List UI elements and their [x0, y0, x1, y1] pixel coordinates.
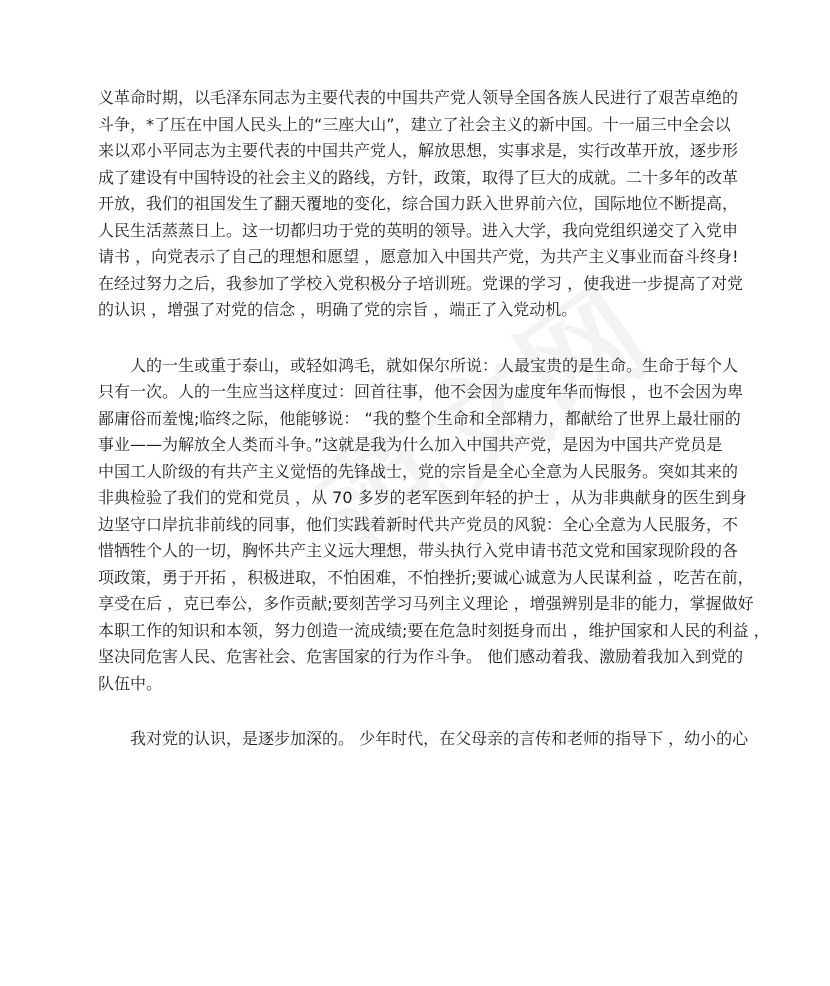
text-line: 坚决同危害人民、危害社会、危害国家的行为作斗争。 他们感动着我、激励着我加入到党的 [98, 647, 744, 666]
paragraph-2 [98, 353, 770, 698]
text-line: 鄙庸俗而羞愧;临终之际，他能够说： “我的整个生命和全部精力，都献给了世界上最壮丽的 [98, 408, 741, 428]
text-line: 享受在后 ，克已奉公，多作贡献;要刻苦学习马列主义理论 ，增强辨别是非的能力，掌握做好 [98, 594, 754, 613]
text-line: 我对党的认识，是逐步加深的。 少年时代，在父母亲的言传和老师的指导下 ，幼小的心 [98, 729, 749, 748]
text-line: 人民生活蒸蒸日上。这一切都归功于党的英明的领导。进入大学，我向党组织递交了入党申 [98, 220, 739, 240]
text-line: 边坚守口岸抗非前线的同事，他们实践着新时代共产党员的风貌：全心全意为人民服务，不 [98, 514, 739, 534]
text-line: 义革命时期，以毛泽东同志为主要代表的中国共产党人领导全国各族人民进行了艰苦卓绝的 [98, 88, 739, 107]
text-line: 非典检验了我们的党和党员 ，从 70 多岁的老军医到年轻的护士 ，从为非典献身的医生到身 [98, 488, 747, 507]
text-line: 惜牺牲个人的一切，胸怀共产主义远大理想，带头执行入党申请书范文党和国家现阶段的各 [98, 541, 739, 560]
document-page [98, 85, 770, 753]
text-line: 开放，我们的祖国发生了翻天覆地的变化，综合国力跃入世界前六位，国际地位不断提高， [98, 194, 739, 213]
text-line: 队伍中。 [98, 673, 163, 693]
text-line: 中国工人阶级的有共产主义觉悟的先锋战士，党的宗旨是全心全意为人民服务。突如其来的 [98, 461, 739, 481]
text-line: 请书 ，向党表示了自己的理想和愿望 ，愿意加入中国共产党，为共产主义事业而奋斗终身! [98, 247, 739, 266]
paragraph-1 [98, 85, 748, 324]
text-line: 只有一次。人的一生应当这样度过：回首往事，他不会因为虚度年华而悔恨 ，也不会因为卑 [98, 382, 744, 401]
text-line: 斗争，*了压在中国人民头上的“三座大山”，建立了社会主义的新中国。十一届三中全会以 [98, 114, 731, 134]
text-line: 来以邓小平同志为主要代表的中国共产党人，解放思想，实事求是，实行改革开放，逐步形 [98, 141, 739, 160]
text-line: 在经过努力之后，我参加了学校入党积极分子培训班。党课的学习 ，使我进一步提高了对党 [98, 273, 744, 293]
text-line: 本职工作的知识和本领，努力创造一流成绩;要在危急时刻挺身而出 ，维护国家和人民的利益 ， [98, 620, 770, 640]
text-line: 人的一生或重于泰山，或轻如鸿毛，就如保尔所说：人最宝贵的是生命。生命于每个人 [98, 355, 739, 375]
text-line: 成了建设有中国特设的社会主义的路线，方针，政策，取得了巨大的成就。二十多年的改革 [98, 167, 739, 187]
paragraph-3 [98, 726, 748, 753]
text-line: 事业——为解放全人类而斗争。”这就是我为什么加入中国共产党，是因为中国共产党员是 [98, 435, 723, 454]
text-line: 项政策，勇于开拓 ，积极进取，不怕困难，不怕挫折;要诚心诚意为人民谋利益 ，吃苦在前， [98, 567, 754, 587]
text-line: 的认识 ，增强了对党的信念 ，明确了党的宗旨 ，端正了入党动机。 [98, 300, 578, 319]
